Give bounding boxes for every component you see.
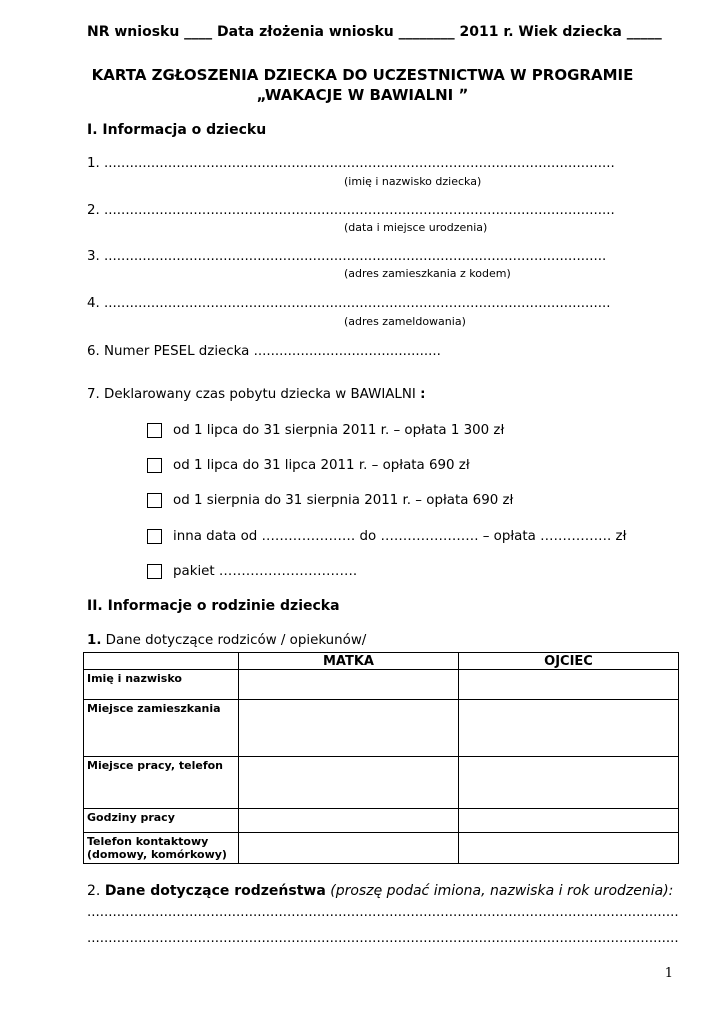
section-1-heading: I. Informacja o dziecku bbox=[87, 122, 267, 138]
table-header-mother: MATKA bbox=[239, 653, 459, 670]
siblings-subheading bbox=[87, 883, 673, 899]
option-2-checkbox[interactable] bbox=[147, 458, 162, 473]
birth-date-place-field[interactable]: 2. ........................................................................................................................ bbox=[87, 203, 615, 218]
form-title-line-1: KARTA ZGŁOSZENIA DZIECKA DO UCZESTNICTWA W PROGRAMIE bbox=[91, 66, 634, 84]
siblings-line-2[interactable]: ........................................................................................................................................... bbox=[87, 931, 679, 946]
parents-table bbox=[83, 652, 679, 864]
stay-duration-colon: : bbox=[420, 387, 426, 402]
option-5-label: pakiet …………………………. bbox=[173, 564, 358, 579]
row-label-name: Imię i nazwisko bbox=[84, 670, 239, 700]
row-label-workplace: Miejsce pracy, telefon bbox=[84, 757, 239, 809]
table-row bbox=[84, 833, 679, 864]
father-name-cell[interactable] bbox=[459, 670, 679, 700]
form-title-line-2: „WAKACJE W BAWIALNI ˮ bbox=[256, 86, 469, 104]
option-3-checkbox[interactable] bbox=[147, 493, 162, 508]
siblings-subheading-bold: Dane dotyczące rodzeństwa bbox=[104, 883, 326, 899]
mother-workplace-cell[interactable] bbox=[239, 757, 459, 809]
option-3-label: od 1 sierpnia do 31 sierpnia 2011 r. – opłata 690 zł bbox=[173, 493, 514, 508]
siblings-subheading-italic: (proszę podać imiona, nazwiska i rok urodzenia): bbox=[325, 883, 674, 899]
registered-address-field[interactable]: 4. ....................................................................................................................... bbox=[87, 296, 611, 311]
pesel-field[interactable]: 6. Numer PESEL dziecka ............................................ bbox=[87, 344, 441, 359]
father-contact-phone-cell[interactable] bbox=[459, 833, 679, 864]
father-residence-cell[interactable] bbox=[459, 700, 679, 757]
stay-duration-label bbox=[87, 387, 425, 402]
application-header: NR wniosku ____ Data złożenia wniosku ________ 2011 r. Wiek dziecka _____ bbox=[87, 24, 662, 40]
siblings-line-1[interactable]: ........................................................................................................................................... bbox=[87, 905, 679, 920]
parents-subheading-number: 1. bbox=[87, 633, 102, 648]
option-4-label: inna data od ………………… do …………………. – opłata ……………. zł bbox=[173, 529, 627, 544]
parents-subheading-text: Dane dotyczące rodziców / opiekunów/ bbox=[101, 633, 367, 648]
parents-subheading bbox=[87, 633, 366, 648]
table-header-empty bbox=[84, 653, 239, 670]
table-row bbox=[84, 757, 679, 809]
option-5-checkbox[interactable] bbox=[147, 564, 162, 579]
residence-address-caption: (adres zamieszkania z kodem) bbox=[344, 267, 511, 280]
child-name-caption: (imię i nazwisko dziecka) bbox=[344, 175, 482, 188]
option-1-label: od 1 lipca do 31 sierpnia 2011 r. – opłata 1 300 zł bbox=[173, 423, 505, 438]
table-header-row bbox=[84, 653, 679, 670]
birth-date-place-caption: (data i miejsce urodzenia) bbox=[344, 221, 488, 234]
mother-contact-phone-cell[interactable] bbox=[239, 833, 459, 864]
section-2-heading: II. Informacje o rodzinie dziecka bbox=[87, 598, 340, 614]
child-name-field[interactable]: 1. ........................................................................................................................ bbox=[87, 156, 615, 171]
siblings-subheading-number: 2. bbox=[87, 883, 105, 899]
option-2-label: od 1 lipca do 31 lipca 2011 r. – opłata 690 zł bbox=[173, 458, 470, 473]
table-row bbox=[84, 809, 679, 833]
stay-duration-text: 7. Deklarowany czas pobytu dziecka w BAWIALNI bbox=[87, 387, 421, 402]
mother-name-cell[interactable] bbox=[239, 670, 459, 700]
option-1-checkbox[interactable] bbox=[147, 423, 162, 438]
row-label-contact-phone: Telefon kontaktowy (domowy, komórkowy) bbox=[84, 833, 239, 864]
registered-address-caption: (adres zameldowania) bbox=[344, 315, 466, 328]
row-label-work-hours: Godziny pracy bbox=[84, 809, 239, 833]
page-number: 1 bbox=[664, 966, 673, 981]
option-4-checkbox[interactable] bbox=[147, 529, 162, 544]
mother-work-hours-cell[interactable] bbox=[239, 809, 459, 833]
table-row bbox=[84, 700, 679, 757]
residence-address-field[interactable]: 3. ...................................................................................................................... bbox=[87, 249, 607, 264]
father-work-hours-cell[interactable] bbox=[459, 809, 679, 833]
row-label-residence: Miejsce zamieszkania bbox=[84, 700, 239, 757]
table-header-father: OJCIEC bbox=[459, 653, 679, 670]
table-row bbox=[84, 670, 679, 700]
mother-residence-cell[interactable] bbox=[239, 700, 459, 757]
father-workplace-cell[interactable] bbox=[459, 757, 679, 809]
